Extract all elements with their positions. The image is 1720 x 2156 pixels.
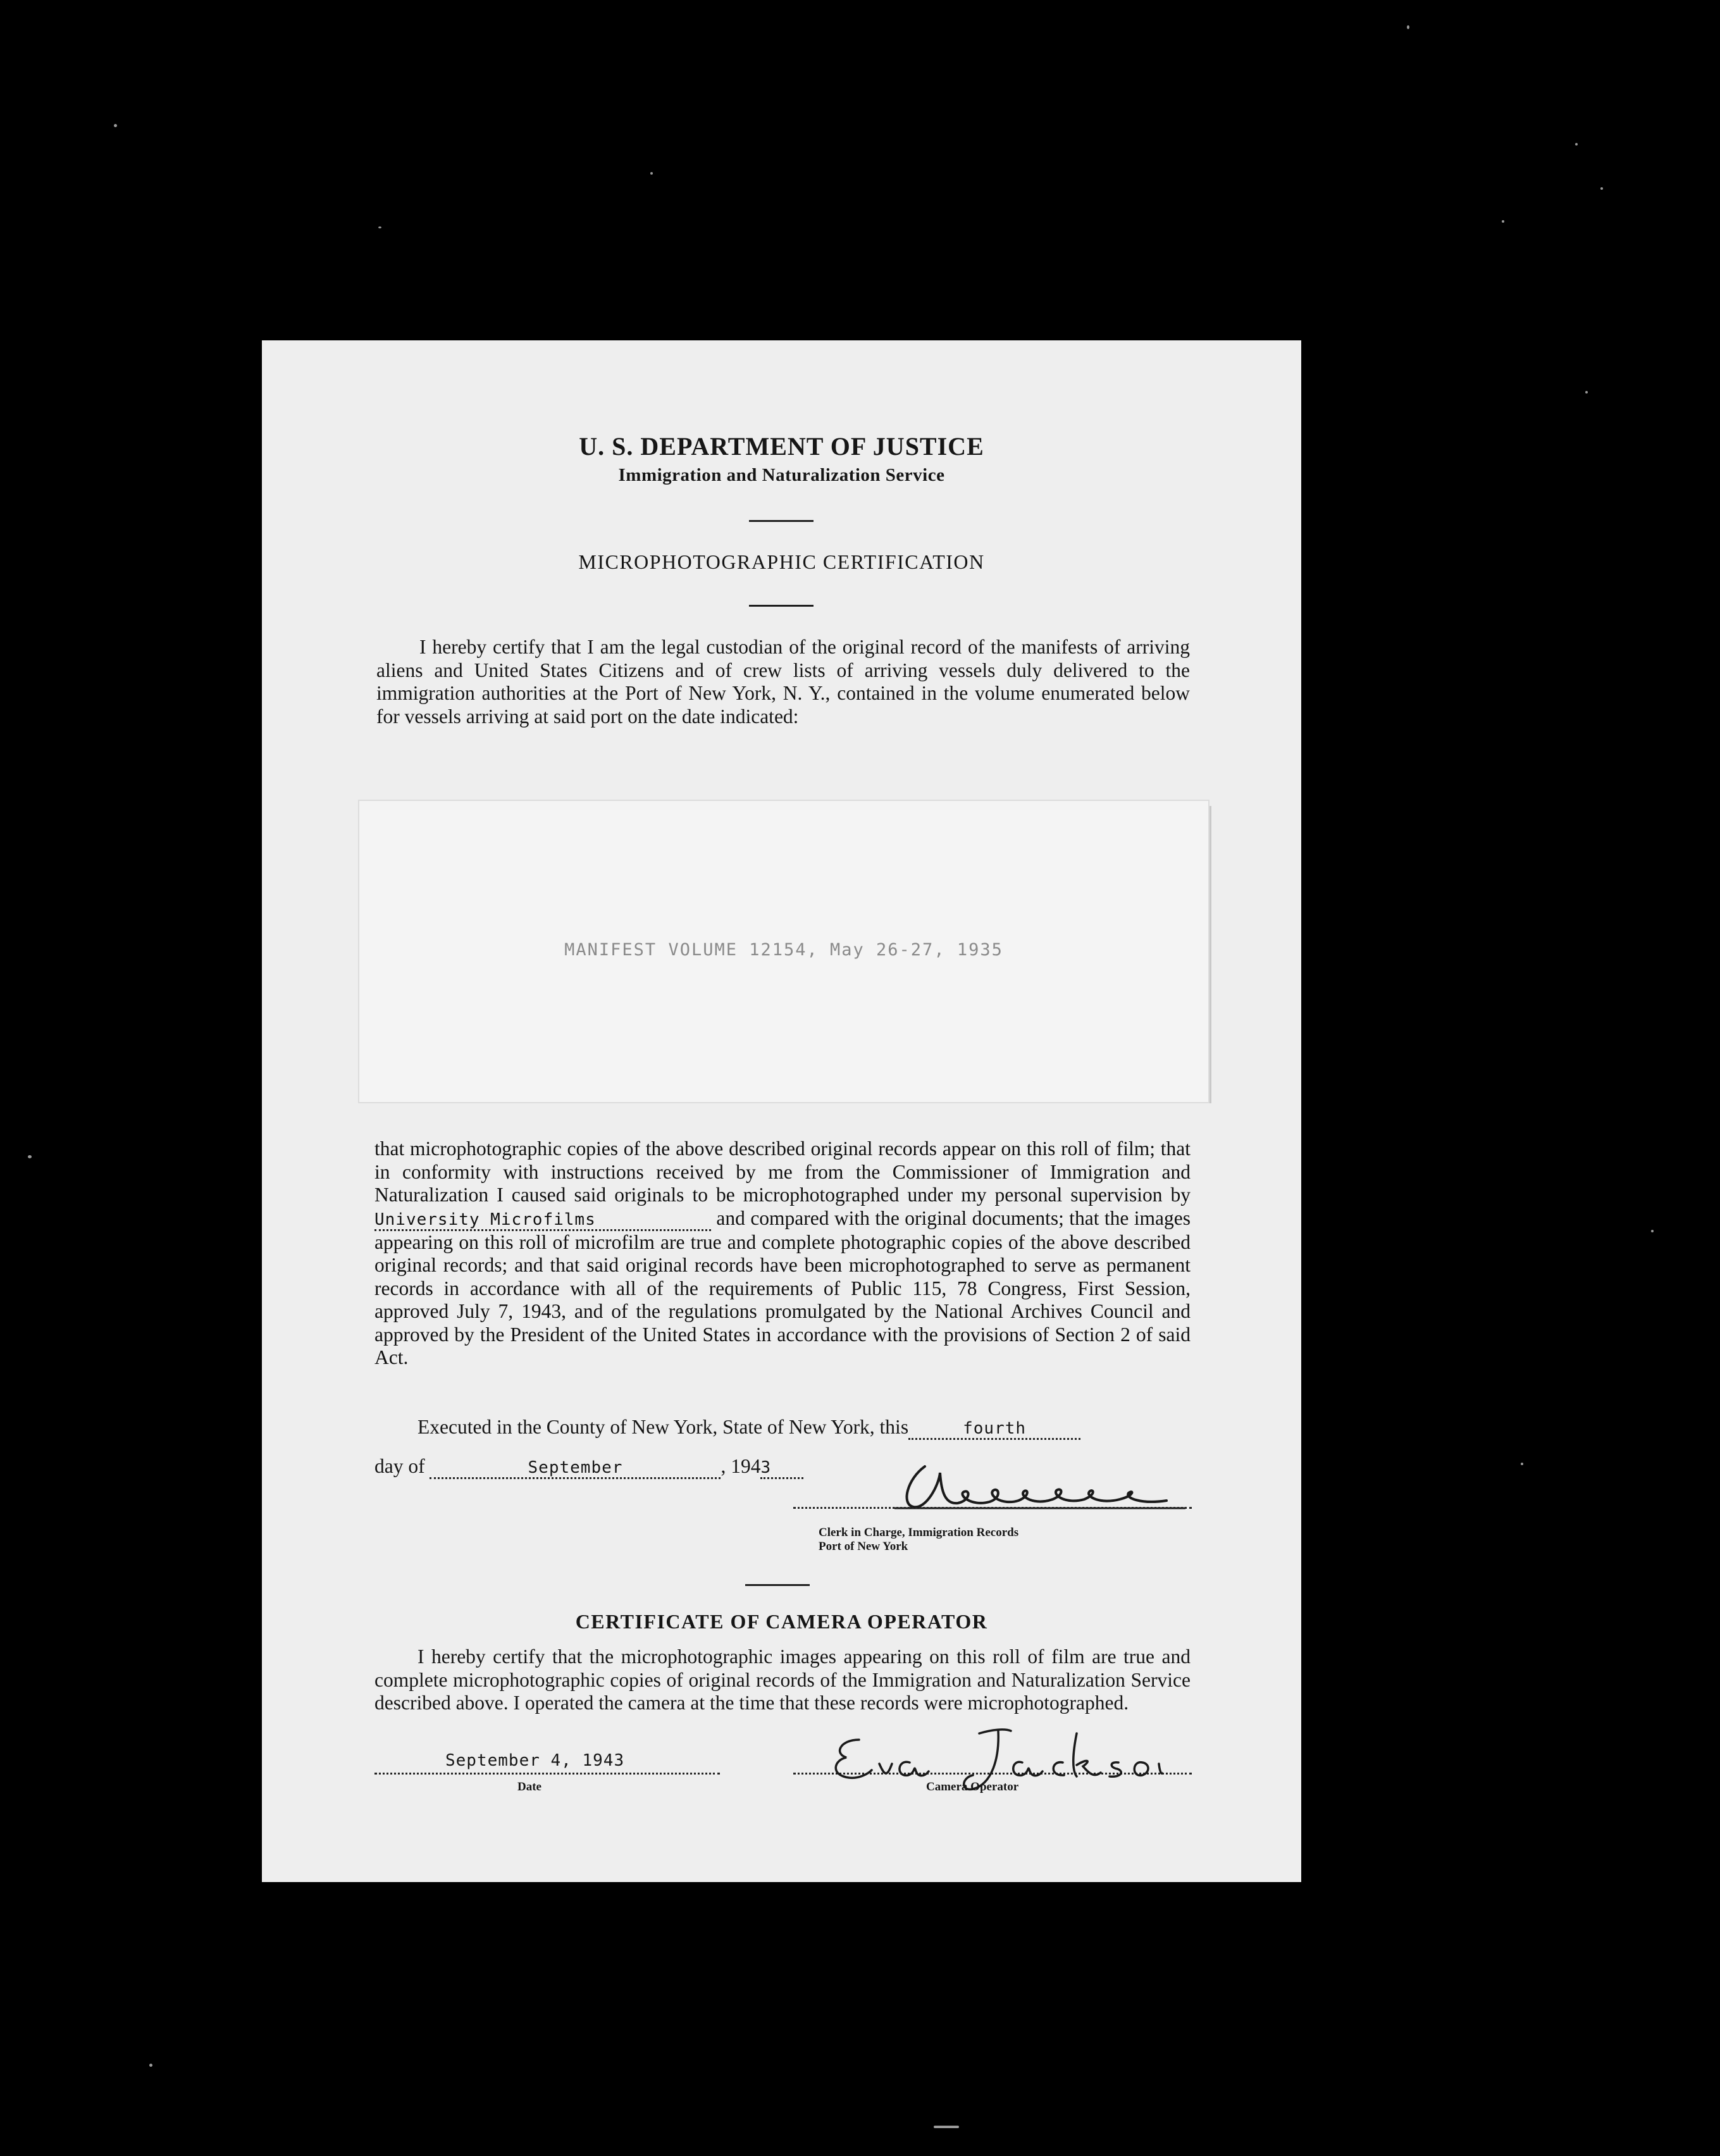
clerk-signature-line [793,1507,1192,1509]
date-line [374,1773,720,1775]
date-label: Date [517,1780,541,1794]
clerk-title-line2: Port of New York [819,1540,908,1553]
agency-title: U. S. DEPARTMENT OF JUSTICE [579,432,984,461]
clerk-title-line1: Clerk in Charge, Immigration Records [819,1526,1019,1539]
film-speck [1585,391,1588,393]
film-speck [1600,187,1603,190]
film-speck [28,1155,32,1158]
day-of-label: day of [374,1455,425,1477]
divider-rule [745,1584,810,1586]
film-speck [1521,1463,1523,1465]
film-speck [114,124,117,127]
body-text-part1: that microphotographic copies of the above described original records appear on this roll of film; that in conformity with instructions received by me from the Commissioner of Immigration and Naturalization I caused said originals to be microphotographed under my personal supervision by [374,1137,1191,1206]
camera-certificate-text [374,1645,1191,1715]
body-text-part2: and compared with the original documents; that the images appearing on this roll of microfilm are true and complete photographic copies of the above described original records; and that said original records have been microphotographed to serve as permanent records in accordance with all of the requirements of Public 115, 78 Congress, First Session, approved July 7, 1943, and of the regulations promulgated by the National Archives Council and approved by the President of the United States in accordance with the provisions of Section 2 of said Act. [374,1206,1191,1368]
opening-paragraph [376,636,1190,728]
camera-certificate-heading: CERTIFICATE OF CAMERA OPERATOR [575,1610,988,1633]
film-speck [1502,220,1504,223]
film-speck [1575,143,1578,146]
film-speck [1651,1230,1654,1232]
divider-rule [749,520,814,522]
executed-month-field [430,1457,721,1479]
operator-label: Camera Operator [926,1780,1019,1794]
volume-box [358,800,1210,1103]
executed-year-digit: 3 [760,1458,772,1477]
certification-body [374,1137,1191,1370]
camera-certificate-body: I hereby certify that the microphotographic images appearing on this roll of film are true and complete microphotographic copies of original records of the Immigration and Naturalization Service described above. I operated the camera at the time that these records were microphotographed. [374,1645,1191,1714]
volume-box-shadow-edge [1210,806,1211,1103]
executed-line [418,1416,1080,1440]
executed-day-field [908,1418,1080,1440]
manifest-volume-label: MANIFEST VOLUME 12154, May 26-27, 1935 [564,940,1003,960]
executed-month-line [374,1455,803,1479]
executed-day-value: fourth [963,1419,1027,1438]
film-speck [149,2064,152,2067]
film-speck [934,2126,959,2128]
year-prefix: , 194 [721,1455,761,1477]
executed-prefix: Executed in the County of New York, State of New York, this [418,1416,909,1438]
camera-date-value: September 4, 1943 [445,1751,625,1770]
film-speck [378,226,381,228]
certification-page [262,340,1301,1882]
film-speck [1407,25,1409,29]
film-speck [650,172,653,175]
filmed-by-field [374,1209,711,1231]
form-title: MICROPHOTOGRAPHIC CERTIFICATION [578,550,985,573]
opening-paragraph-text: I hereby certify that I am the legal custodian of the original record of the manifests of arriving aliens and United States Citizens and of crew lists of arriving vessels duly delivered to the immigration authorities at the Port of New York, N. Y., contained in the volume enumerated below for vessels arriving at said port on the date indicated: [376,636,1190,728]
filmed-by-value: University Microfilms [374,1210,596,1229]
executed-month-value: September [528,1458,623,1477]
divider-rule [749,605,814,607]
executed-year-field [760,1457,803,1479]
service-subtitle: Immigration and Naturalization Service [618,465,945,485]
